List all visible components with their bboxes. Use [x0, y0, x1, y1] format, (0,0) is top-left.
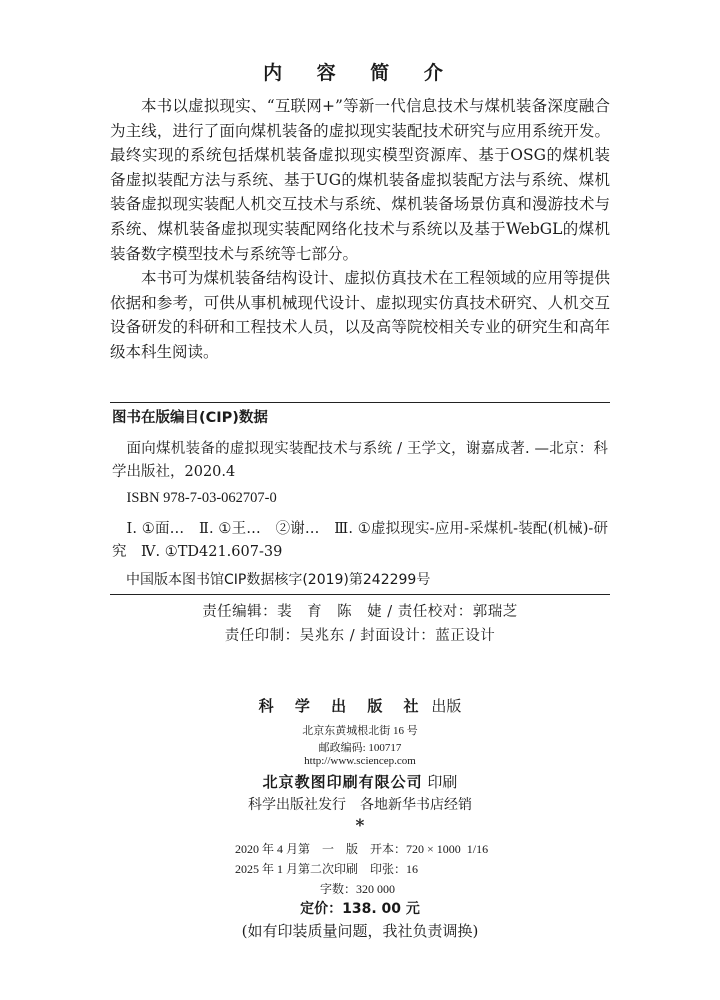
staff-production: 责任印制：吴兆东 / 封面设计：蓝正设计	[224, 628, 496, 644]
page-title: 内 容 简 介	[263, 62, 457, 84]
word-count: 字数：320 000	[320, 882, 396, 896]
publisher-line	[0, 695, 720, 716]
distribution-line: 科学出版社发行 各地新华书店经销	[248, 797, 472, 813]
cip-isbn: ISBN 978-7-03-062707-0	[126, 490, 277, 506]
summary-paragraph-2: 本书可为煤机装备结构设计、虚拟仿真技术在工程领域的应用等提供依据和参考，可供从事机械现代设计、虚拟现实仿真技术研究、人机交互设备研发的科研和工程技术人员，以及高等院校相关专业的研究生和高年级本科生阅读。	[110, 269, 610, 361]
book-summary	[110, 94, 610, 365]
staff-editors: 责任编辑：裴 育 陈 婕 / 责任校对：郭瑞芝	[202, 604, 518, 620]
cip-heading: 图书在版编目(CIP)数据	[112, 410, 268, 426]
publisher-suffix: 出版	[431, 697, 462, 715]
cip-description: 面向煤机装备的虚拟现实装配技术与系统 / 王学文，谢嘉成著. —北京：科学出版社，2020.4	[112, 441, 608, 480]
printer-name: 北京教图印刷有限公司	[262, 773, 423, 791]
cip-record-number: 中国版本图书馆CIP数据核字(2019)第242299号	[126, 572, 431, 588]
summary-paragraph-1: 本书以虚拟现实、“互联网+”等新一代信息技术与煤机装备深度融合为主线，进行了面向煤机装备的虚拟现实装配技术研究与应用系统开发。最终实现的系统包括煤机装备虚拟现实模型资源库、基于OSG的煤机装备虚拟装配方法与系统、基于UG的煤机装备虚拟装配方法与系统、煤机装备虚拟现实装配人机交互技术与系统、煤机装备场景仿真和漫游技术与系统、煤机装备虚拟现实装配网络化技术与系统以及基于WebGL的煤机装备数字模型技术与系统等七部分。	[110, 97, 610, 263]
quality-notice: (如有印装质量问题，我社负责调换)	[241, 922, 479, 940]
publisher-url: http://www.sciencep.com	[304, 755, 416, 767]
cip-bottom-divider	[110, 594, 610, 595]
publisher-postal-code: 邮政编码: 100717	[318, 742, 402, 754]
printer-suffix: 印刷	[427, 773, 458, 791]
publisher-name: 科 学 出 版 社	[258, 697, 427, 715]
printer-line	[0, 771, 720, 792]
edition-line-1: 2020 年 4 月第 一 版 开本：720 × 1000 1/16	[235, 842, 489, 856]
price: 定价：138. 00 元	[300, 901, 420, 917]
publisher-address: 北京东黄城根北街 16 号	[302, 725, 418, 737]
edition-line-2: 2025 年 1 月第二次印刷 印张：16	[235, 862, 419, 876]
separator-asterisk: *	[355, 816, 365, 836]
cip-top-divider	[110, 402, 610, 403]
cip-classification: Ⅰ. ①面… Ⅱ. ①王… ②谢… Ⅲ. ①虚拟现实-应用-采煤机-装配(机械)-研究 Ⅳ. ①TD421.607-39	[112, 521, 608, 560]
